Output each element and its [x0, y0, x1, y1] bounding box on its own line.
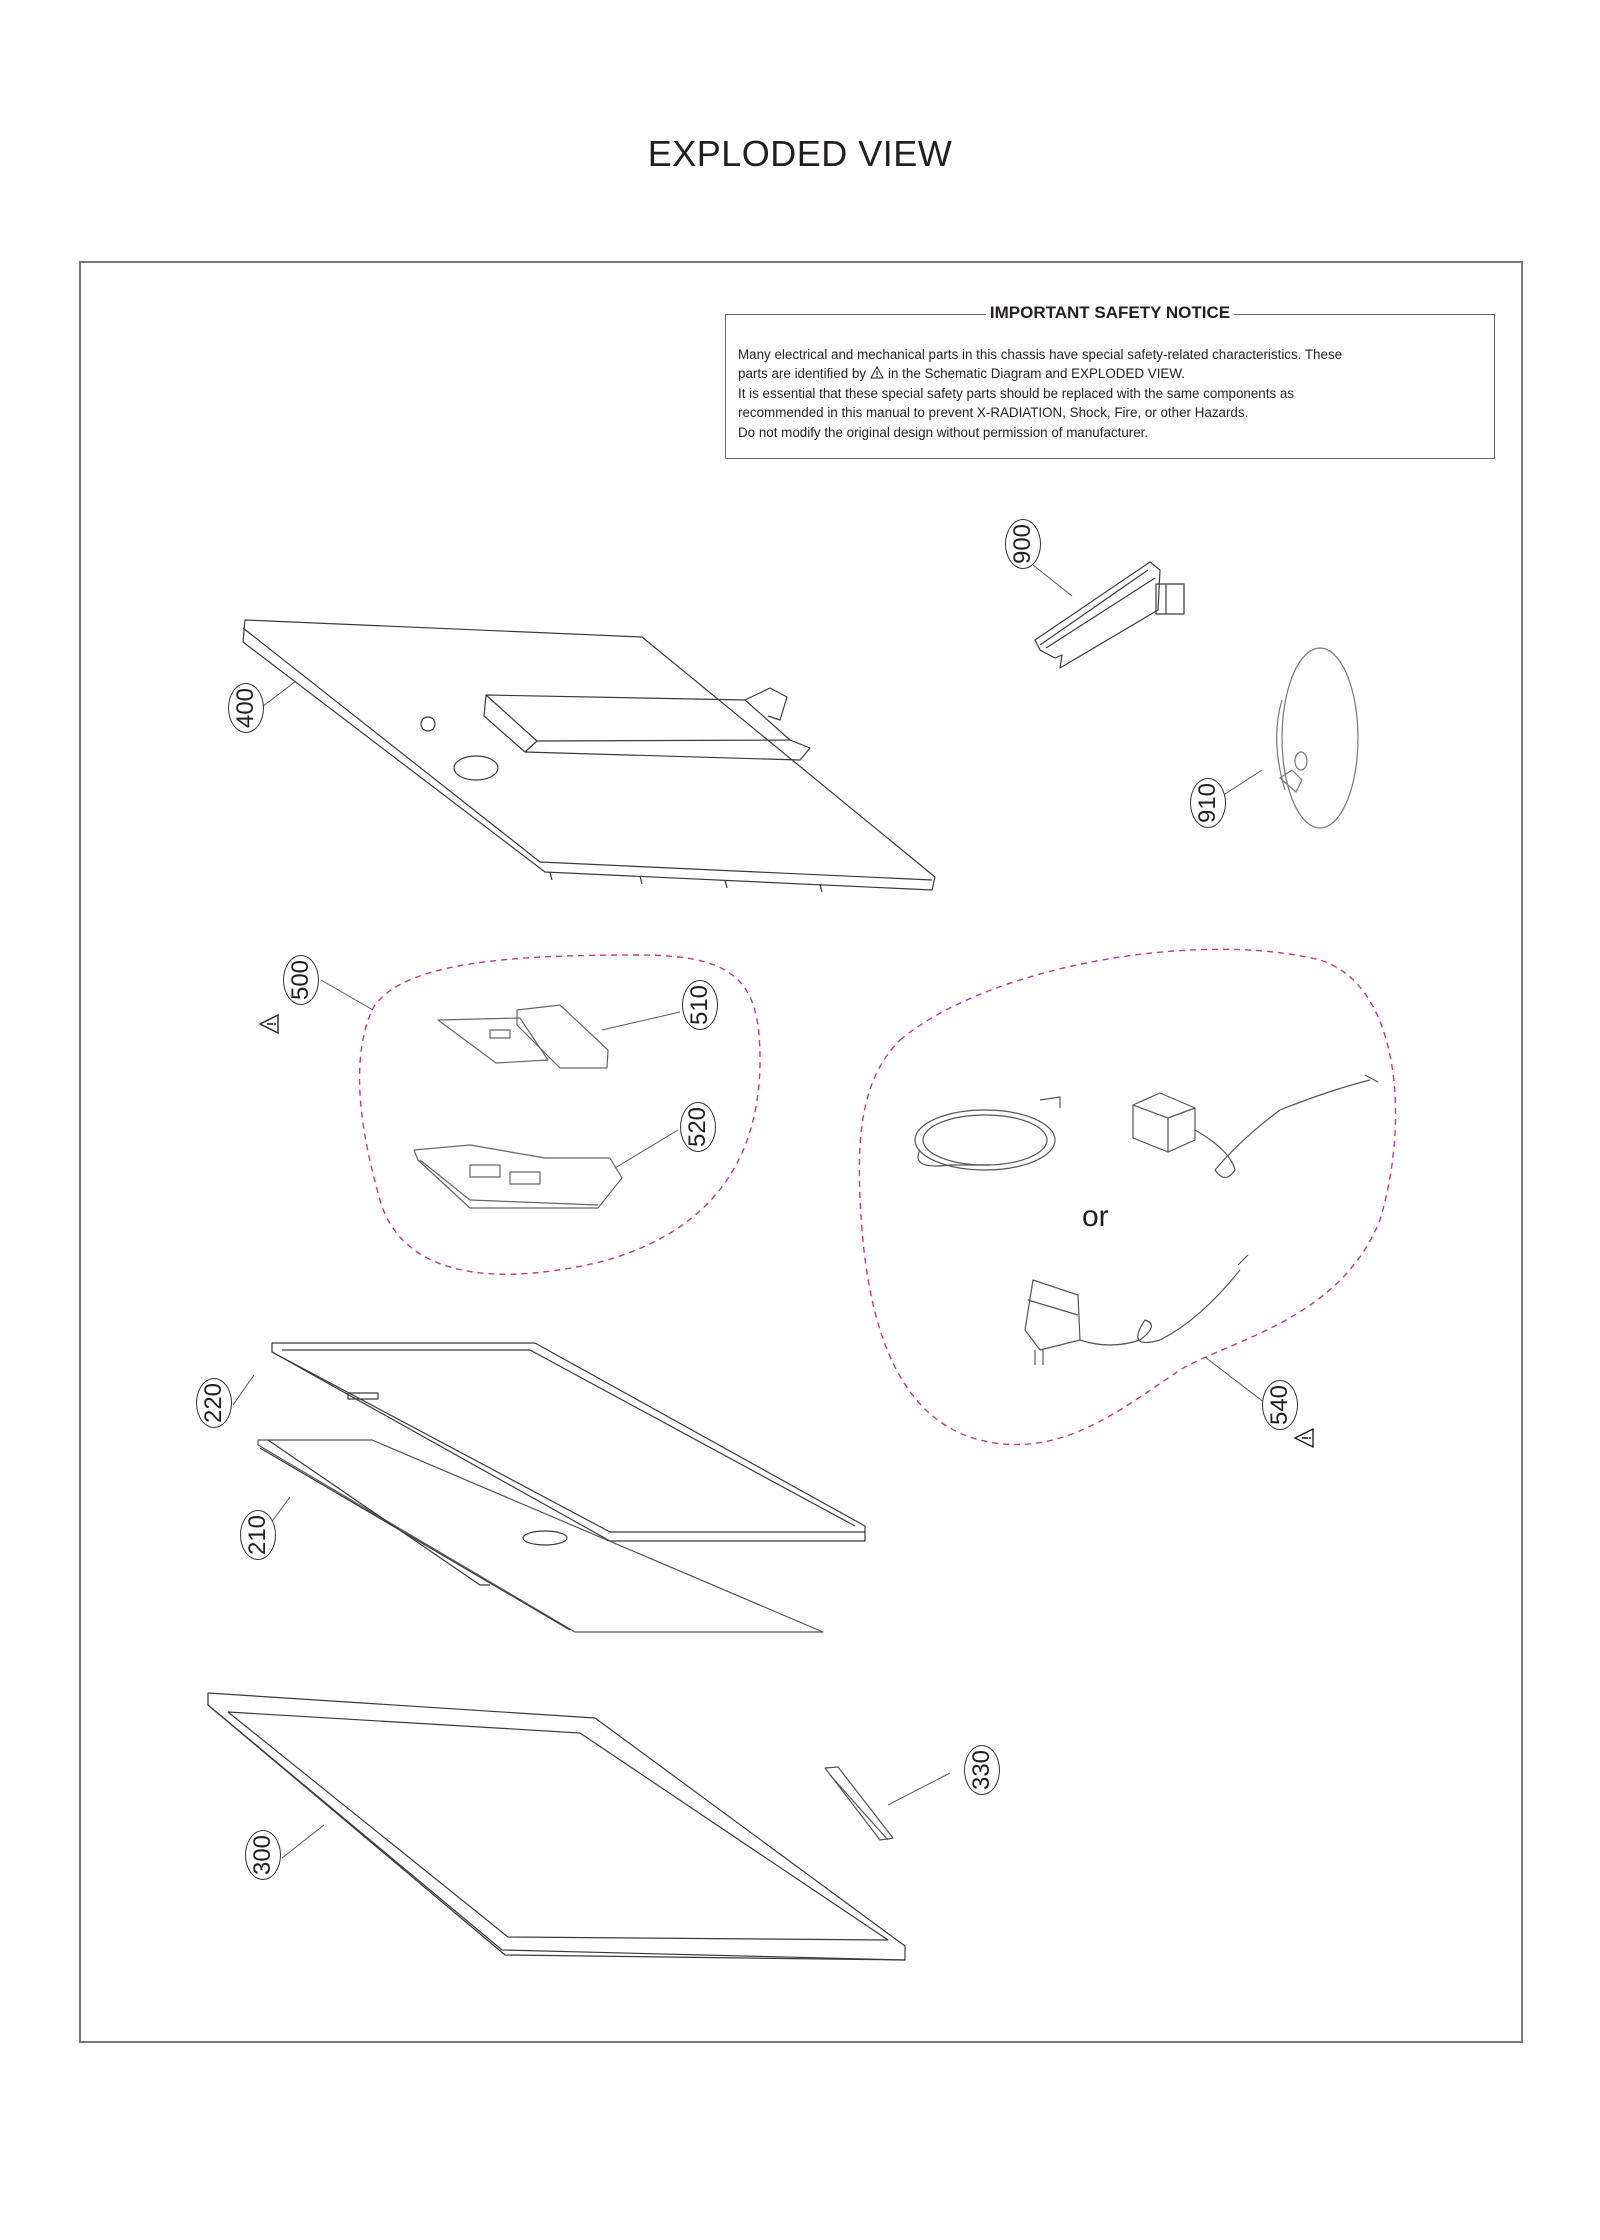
part-540-brick-adapter [1133, 1075, 1378, 1178]
notice-line-3: It is essential that these special safety parts should be replaced with the same components as [738, 385, 1295, 401]
part-330-button-key [825, 1767, 893, 1840]
part-900-stand-body [1035, 562, 1184, 668]
part-400-back-cover [243, 620, 935, 892]
notice-line-1: Many electrical and mechanical parts in this chassis have special safety-related characteristics. These [738, 347, 1343, 362]
part-220-module-frame [272, 1343, 865, 1541]
page-title: EXPLODED VIEW [647, 133, 953, 174]
alternative-separator-label: or [1082, 1200, 1109, 1233]
callout-400[interactable]: 400 [228, 683, 264, 733]
callout-220[interactable]: 220 [196, 1378, 232, 1428]
callout-510[interactable]: 510 [682, 980, 718, 1030]
callout-330[interactable]: 330 [964, 1745, 1000, 1795]
callout-900[interactable]: 900 [1005, 519, 1041, 569]
part-510-main-board [438, 1005, 608, 1068]
callout-210[interactable]: 210 [240, 1510, 276, 1560]
group-540-outline [859, 949, 1395, 1444]
notice-line-5: Do not modify the original design without permission of manufacturer. [738, 424, 1149, 440]
notice-line-4: recommended in this manual to prevent X-RADIATION, Shock, Fire, or other Hazards. [738, 405, 1249, 421]
callout-540[interactable]: 540 [1262, 1380, 1298, 1430]
callout-300[interactable]: 300 [245, 1830, 281, 1880]
callout-520[interactable]: 520 [680, 1102, 716, 1152]
part-910-stand-base [1277, 648, 1358, 828]
callout-910[interactable]: 910 [1190, 778, 1226, 828]
part-540-wall-adapter [1025, 1255, 1248, 1365]
warning-triangle-icon [258, 1013, 280, 1035]
safety-notice-title: IMPORTANT SAFETY NOTICE [986, 303, 1234, 322]
callout-500[interactable]: 500 [283, 955, 319, 1005]
part-520-board-bracket [414, 1145, 622, 1208]
part-300-front-bezel [208, 1693, 905, 1960]
part-210-lcd-panel [258, 1440, 823, 1632]
warning-triangle-icon [1293, 1427, 1315, 1449]
part-540-power-cord [915, 1097, 1060, 1170]
notice-line-2: parts are identified by in the Schematic Diagram and EXPLODED VIEW. [738, 366, 1185, 382]
